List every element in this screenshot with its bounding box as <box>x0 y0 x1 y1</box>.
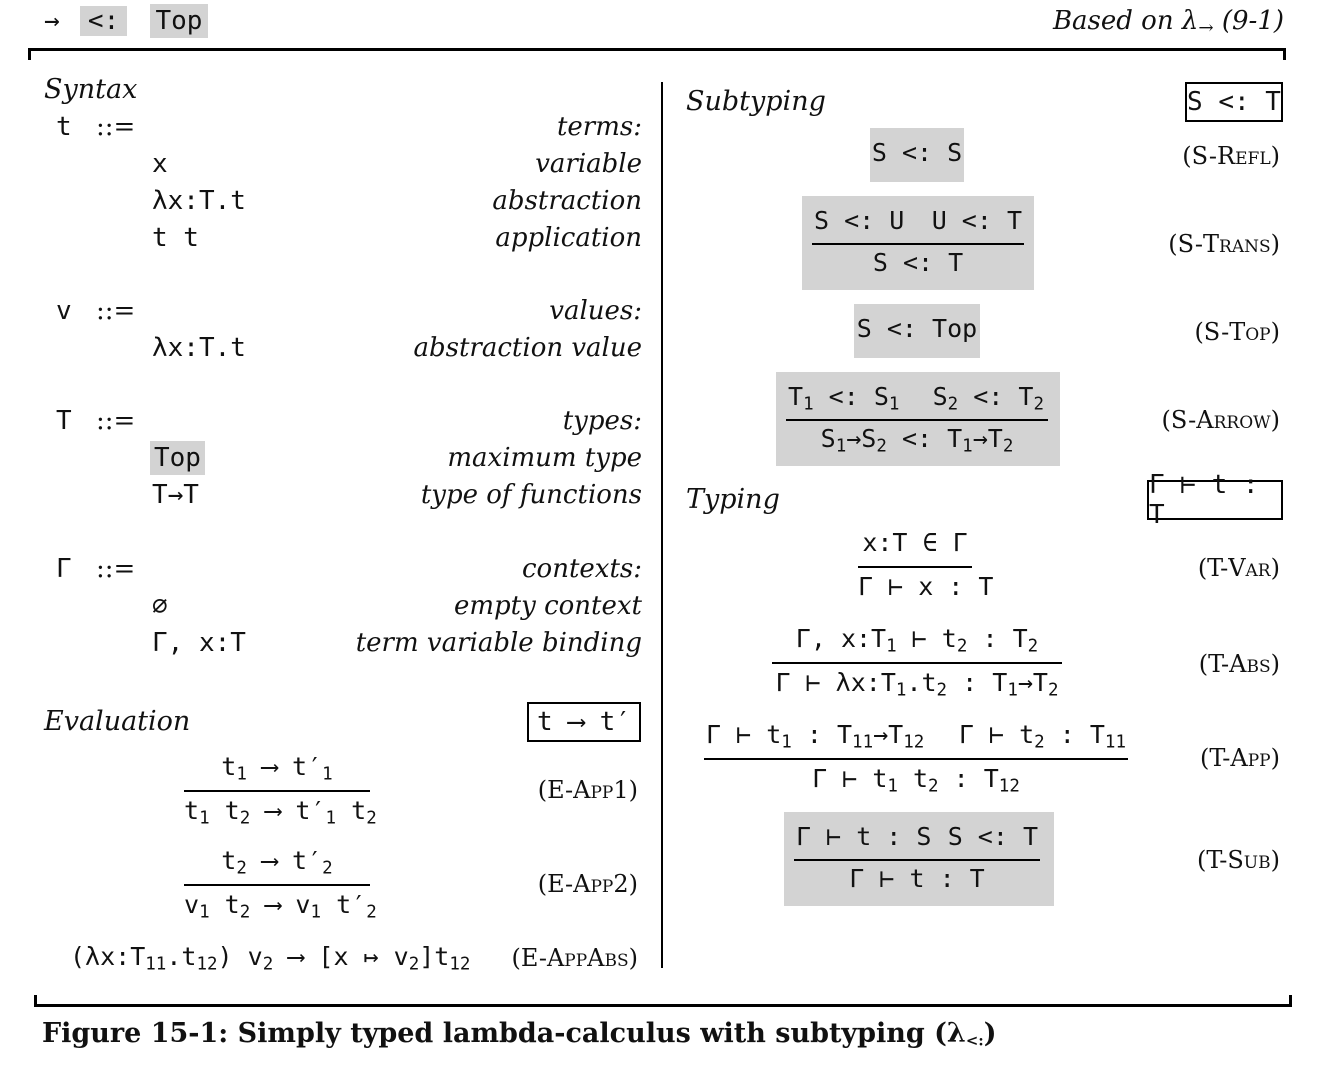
grammar-category: contexts: <box>521 554 642 584</box>
grammar-description: term variable binding <box>355 628 642 658</box>
subtyping-heading: Subtyping <box>686 86 826 117</box>
grammar-form: Top <box>150 441 205 475</box>
typing-judgment-box: Γ ⊢ t : T <box>1147 480 1283 520</box>
grammar-nonterminal: t <box>56 112 72 142</box>
figure-caption: Figure 15-1: Simply typed lambda-calculus with subtyping $(\lambda_{<:})$ <box>42 1018 997 1050</box>
rule-name-s-refl: (S-Refl) <box>1182 142 1280 170</box>
header-left: → <: Top <box>44 6 208 36</box>
header-right: Based on $\lambda_\to$ (9-1) <box>1052 6 1284 39</box>
rule-name-e-app2: (E-App2) <box>537 870 638 898</box>
rule-s-arrow: $T_1$ <: $S_1$ $S_2$ <: $T_2$ $S_1\to S_2$ <: $T_1\to T_2$ <box>786 382 1048 462</box>
grammar-category: terms: <box>556 112 642 142</box>
grammar-form: Γ, x:T <box>152 628 246 658</box>
rule-name-t-sub: (T-Sub) <box>1196 846 1280 874</box>
top-rule <box>28 48 1286 51</box>
syntax-heading: Syntax <box>44 74 138 105</box>
rule-name-e-appabs: (E-AppAbs) <box>511 944 638 972</box>
grammar-nonterminal: T <box>56 406 72 436</box>
evaluation-heading: Evaluation <box>44 706 191 737</box>
rule-name-t-app: (T-App) <box>1200 744 1280 772</box>
rule-e-appabs: $(\lambda x:T_{11}.t_{12})$ $v_2$ ⟶ [x ↦ $v_2]t_{12}$ <box>70 942 471 975</box>
grammar-description: abstraction <box>492 186 642 216</box>
rule-e-app2: $t_2$ ⟶ $t'_2$ $v_1$ $t_2$ ⟶ $v_1$ $t'_2$ <box>184 846 377 923</box>
rule-name-t-abs: (T-Abs) <box>1198 650 1280 678</box>
grammar-description: maximum type <box>447 443 642 473</box>
grammar-form: x <box>152 149 168 179</box>
rule-e-app1: $t_1$ ⟶ $t'_1$ $t_1$ $t_2$ ⟶ $t'_1$ $t_2$ <box>184 752 377 829</box>
grammar-separator: ::= <box>96 112 136 142</box>
rule-s-refl: S <: S <box>871 138 963 167</box>
grammar-description: empty context <box>454 591 642 621</box>
grammar-description: type of functions <box>420 480 642 510</box>
grammar-form: T→T <box>152 480 199 510</box>
rule-t-abs: Γ, $x:T_1$ ⊢ $t_2$ : $T_2$ Γ ⊢ $\lambda x:T_1.t_2$ : $T_1\to T_2$ <box>772 624 1062 704</box>
grammar-category: types: <box>562 406 642 436</box>
rule-t-var: x:T ∈ Γ Γ ⊢ x : T <box>858 528 994 601</box>
rule-s-trans: S <: U U <: T S <: T <box>814 206 1022 277</box>
grammar-nonterminal: Γ <box>56 554 72 584</box>
grammar-form: t t <box>152 223 199 253</box>
grammar-form: λx:T.t <box>152 186 246 216</box>
grammar-form: λx:T.t <box>152 333 246 363</box>
bottom-rule <box>34 1004 1292 1007</box>
grammar-separator: ::= <box>96 296 136 326</box>
rule-name-s-arrow: (S-Arrow) <box>1161 406 1280 434</box>
grammar-category: values: <box>549 296 642 326</box>
grammar-separator: ::= <box>96 406 136 436</box>
grammar-description: abstraction value <box>413 333 642 363</box>
typing-heading: Typing <box>686 484 780 515</box>
grammar-form: ∅ <box>152 591 168 621</box>
rule-name-t-var: (T-Var) <box>1197 554 1280 582</box>
rule-t-sub: Γ ⊢ t : S S <: T Γ ⊢ t : T <box>796 822 1038 893</box>
evaluation-judgment-box: t ⟶ t′ <box>527 702 641 742</box>
grammar-nonterminal: v <box>56 296 72 326</box>
subtyping-judgment-box: S <: T <box>1185 82 1283 122</box>
rule-t-app: Γ ⊢ $t_1$ : $T_{11}\to T_{12}$ Γ ⊢ $t_2$ : $T_{11}$ Γ ⊢ $t_1$ $t_2$ : $T_{12}$ <box>706 720 1126 797</box>
rule-s-top: S <: Top <box>856 314 978 343</box>
column-separator <box>661 82 663 968</box>
rule-name-e-app1: (E-App1) <box>537 776 638 804</box>
grammar-separator: ::= <box>96 554 136 584</box>
rule-name-s-trans: (S-Trans) <box>1168 230 1280 258</box>
grammar-description: application <box>495 223 642 253</box>
rule-name-s-top: (S-Top) <box>1194 318 1280 346</box>
grammar-description: variable <box>535 149 642 179</box>
